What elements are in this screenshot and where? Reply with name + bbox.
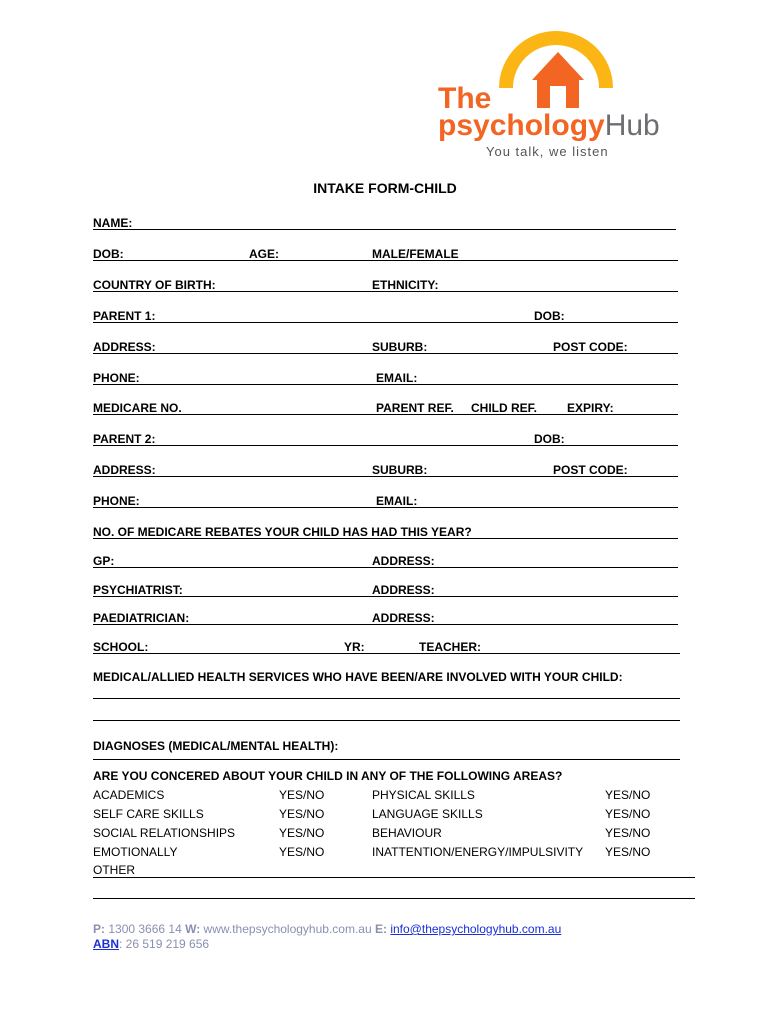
phone1-label: PHONE: xyxy=(93,371,140,385)
services-field-1[interactable] xyxy=(93,698,680,699)
yes-no-self-care[interactable]: YES/NO xyxy=(279,807,325,821)
postcode2-label: POST CODE: xyxy=(553,463,628,477)
parent2-dob-label: DOB: xyxy=(534,432,565,446)
school-field[interactable] xyxy=(93,653,680,654)
email2-label: EMAIL: xyxy=(376,494,418,508)
name-field[interactable] xyxy=(93,229,676,230)
parent2-field[interactable] xyxy=(93,445,678,446)
ethnicity-label: ETHNICITY: xyxy=(372,278,439,292)
area-emotionally: EMOTIONALLY xyxy=(93,845,178,859)
area-physical-skills: PHYSICAL SKILLS xyxy=(372,788,475,802)
yes-no-language-skills[interactable]: YES/NO xyxy=(605,807,651,821)
footer-phone: 1300 3666 14 xyxy=(108,922,182,936)
parent1-dob-label: DOB: xyxy=(534,309,565,323)
other-field-2[interactable] xyxy=(93,898,695,899)
footer-abn-line xyxy=(93,937,561,952)
gp-field[interactable] xyxy=(93,567,678,568)
concerns-label: ARE YOU CONCERED ABOUT YOUR CHILD IN ANY OF THE FOLLOWING AREAS? xyxy=(93,769,563,783)
parent-ref-label: PARENT REF. xyxy=(376,401,454,415)
phone-email1-field[interactable] xyxy=(93,384,678,385)
gp-address-label: ADDRESS: xyxy=(372,554,435,568)
services-label: MEDICAL/ALLIED HEALTH SERVICES WHO HAVE BEEN/ARE INVOLVED WITH YOUR CHILD: xyxy=(93,670,623,684)
child-ref-label: CHILD REF. xyxy=(471,401,537,415)
teacher-label: TEACHER: xyxy=(419,640,481,654)
address2-field[interactable] xyxy=(93,476,678,477)
parent1-label: PARENT 1: xyxy=(93,309,156,323)
medicare-label: MEDICARE NO. xyxy=(93,401,182,415)
footer-phone-label: P: xyxy=(93,922,105,936)
address1-label: ADDRESS: xyxy=(93,340,156,354)
logo-tagline: You talk, we listen xyxy=(486,144,609,159)
area-inattention: INATTENTION/ENERGY/IMPULSIVITY xyxy=(372,845,584,859)
yes-no-inattention[interactable]: YES/NO xyxy=(605,845,651,859)
psychiatrist-address-label: ADDRESS: xyxy=(372,583,435,597)
footer-email-label: E: xyxy=(374,922,387,936)
yes-no-behaviour[interactable]: YES/NO xyxy=(605,826,651,840)
area-academics: ACADEMICS xyxy=(93,788,165,802)
footer-abn: : 26 519 219 656 xyxy=(119,937,210,951)
footer xyxy=(93,922,561,952)
paediatrician-label: PAEDIATRICIAN: xyxy=(93,611,190,625)
dob-label: DOB: xyxy=(93,247,124,261)
expiry-label: EXPIRY: xyxy=(567,401,614,415)
logo-the: The xyxy=(438,82,492,115)
services-field-2[interactable] xyxy=(93,720,680,721)
diagnoses-field[interactable] xyxy=(93,759,680,760)
paediatrician-address-label: ADDRESS: xyxy=(372,611,435,625)
footer-contact-line xyxy=(93,922,561,937)
yes-no-academics[interactable]: YES/NO xyxy=(279,788,325,802)
yes-no-emotionally[interactable]: YES/NO xyxy=(279,845,325,859)
company-logo xyxy=(436,22,686,162)
parent2-label: PARENT 2: xyxy=(93,432,156,446)
address2-label: ADDRESS: xyxy=(93,463,156,477)
rebates-label: NO. OF MEDICARE REBATES YOUR CHILD HAS HAD THIS YEAR? xyxy=(93,525,472,539)
footer-web-label: W: xyxy=(185,922,201,936)
footer-email-link[interactable]: info@thepsychologyhub.com.au xyxy=(390,922,562,936)
country-of-birth-label: COUNTRY OF BIRTH: xyxy=(93,278,216,292)
diagnoses-label: DIAGNOSES (MEDICAL/MENTAL HEALTH): xyxy=(93,739,339,753)
psychiatrist-label: PSYCHIATRIST: xyxy=(93,583,183,597)
form-title: INTAKE FORM-CHILD xyxy=(313,180,457,196)
sex-label: MALE/FEMALE xyxy=(372,247,459,261)
psychiatrist-field[interactable] xyxy=(93,596,678,597)
gp-label: GP: xyxy=(93,554,115,568)
phone2-label: PHONE: xyxy=(93,494,140,508)
area-social: SOCIAL RELATIONSHIPS xyxy=(93,826,236,840)
school-label: SCHOOL: xyxy=(93,640,149,654)
dob-age-sex-field[interactable] xyxy=(93,260,678,261)
footer-abn-label: ABN xyxy=(93,937,119,951)
logo-psychology: psychology xyxy=(438,109,605,142)
other-label: OTHER xyxy=(93,863,135,877)
yes-no-social[interactable]: YES/NO xyxy=(279,826,325,840)
suburb2-label: SUBURB: xyxy=(372,463,428,477)
postcode1-label: POST CODE: xyxy=(553,340,628,354)
other-field-1[interactable] xyxy=(93,877,695,878)
yr-label: YR: xyxy=(344,640,365,654)
area-behaviour: BEHAVIOUR xyxy=(372,826,442,840)
yes-no-physical-skills[interactable]: YES/NO xyxy=(605,788,651,802)
country-ethnicity-field[interactable] xyxy=(93,291,678,292)
logo-hub: Hub xyxy=(604,109,660,142)
area-language-skills: LANGUAGE SKILLS xyxy=(372,807,483,821)
phone-email2-field[interactable] xyxy=(93,507,678,508)
medicare-field[interactable] xyxy=(93,414,678,415)
rebates-field[interactable] xyxy=(93,538,678,539)
footer-website[interactable]: www.thepsychologyhub.com.au xyxy=(203,922,372,936)
logo-wordmark xyxy=(438,110,660,147)
paediatrician-field[interactable] xyxy=(93,624,678,625)
age-label: AGE: xyxy=(249,247,279,261)
email1-label: EMAIL: xyxy=(376,371,418,385)
parent1-field[interactable] xyxy=(93,322,678,323)
suburb1-label: SUBURB: xyxy=(372,340,428,354)
area-self-care: SELF CARE SKILLS xyxy=(93,807,204,821)
name-label: NAME: xyxy=(93,216,133,230)
address1-field[interactable] xyxy=(93,353,678,354)
